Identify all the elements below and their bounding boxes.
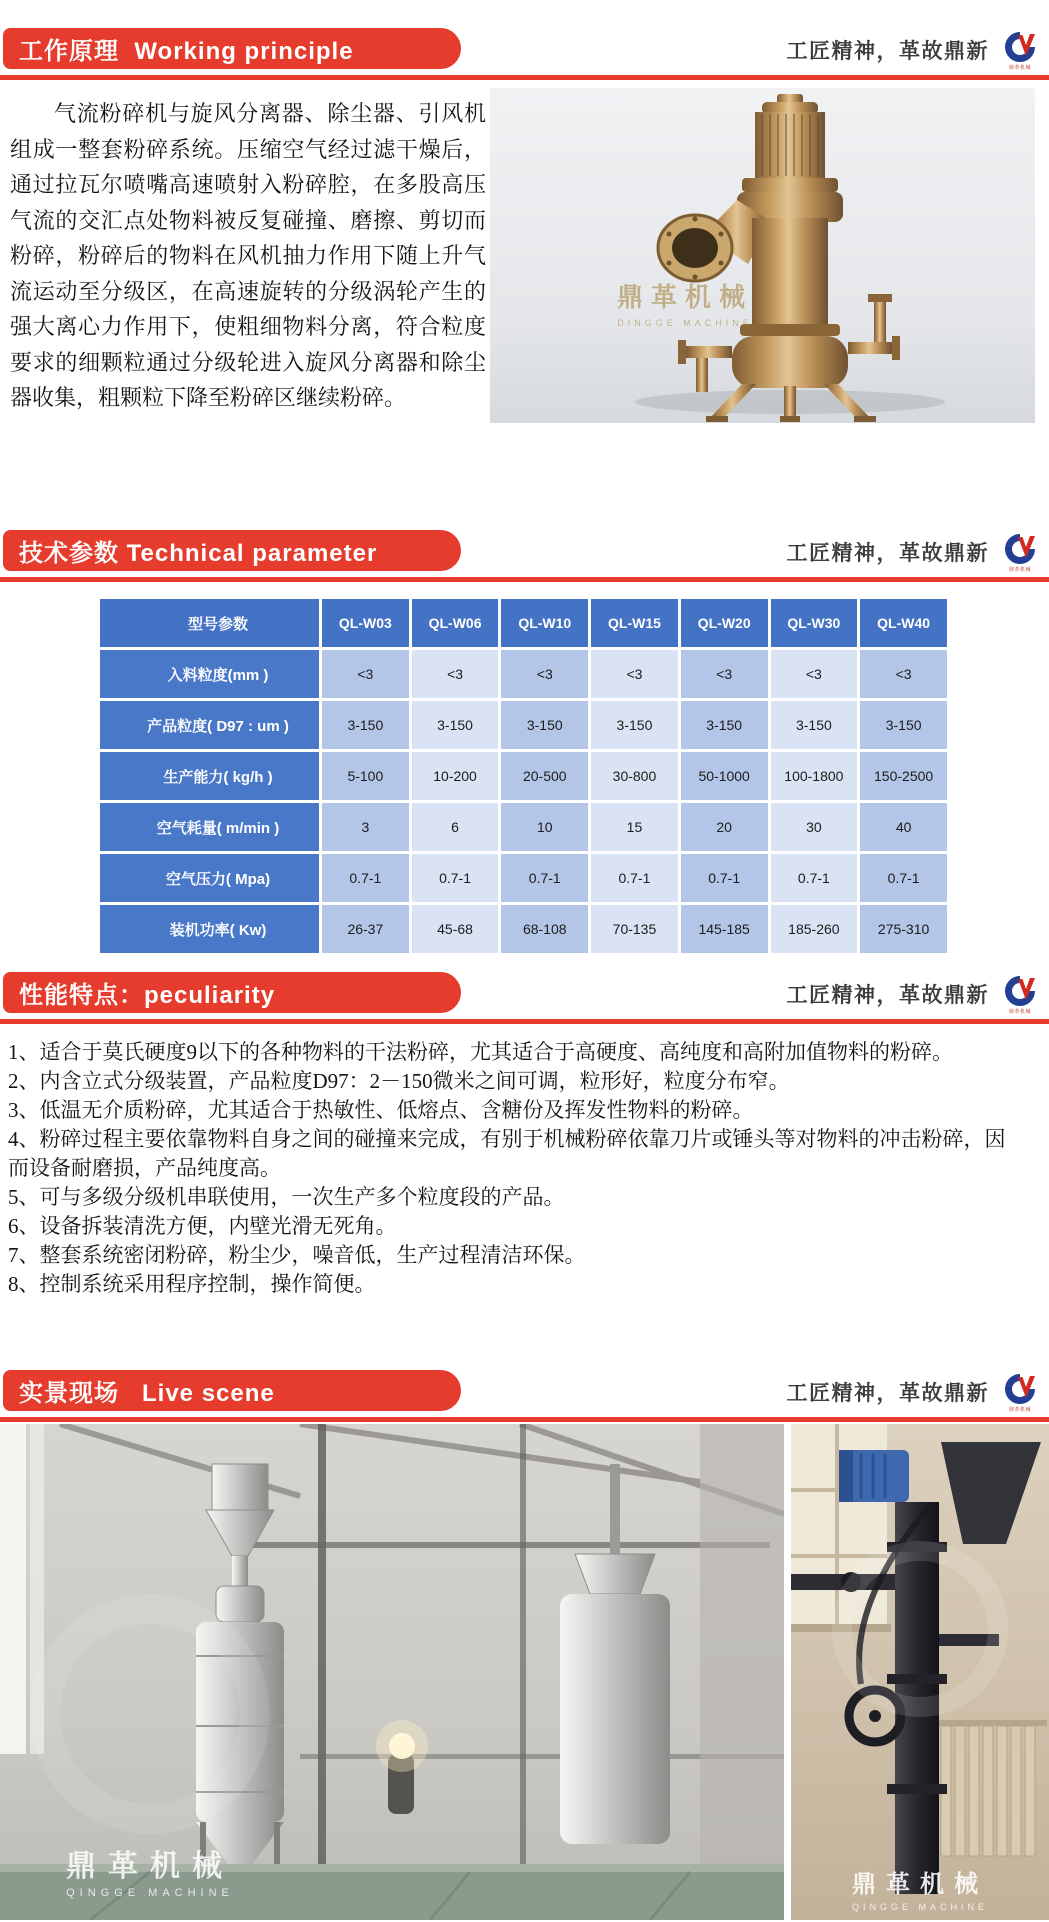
brand-logo bbox=[999, 29, 1041, 71]
brand-logo-icon bbox=[1002, 973, 1038, 1009]
working-principle-banner bbox=[3, 28, 461, 69]
working-principle-section bbox=[0, 80, 1049, 530]
value-cell: 15 bbox=[591, 803, 678, 851]
working-principle-header bbox=[0, 28, 1049, 80]
table-row bbox=[100, 701, 947, 749]
image-watermark-en: DINGGE MACHINE bbox=[617, 318, 753, 328]
brand-strip bbox=[787, 531, 1042, 573]
brand-logo bbox=[999, 1371, 1041, 1413]
table-header-row bbox=[100, 599, 947, 647]
value-cell: 0.7-1 bbox=[501, 854, 588, 902]
value-cell: 0.7-1 bbox=[591, 854, 678, 902]
feature-item: 8、控制系统采用程序控制，操作简便。 bbox=[8, 1272, 376, 1296]
value-cell: 145-185 bbox=[681, 905, 768, 953]
value-cell: 26-37 bbox=[322, 905, 409, 953]
corner-header: 型号参数 bbox=[100, 599, 319, 647]
section-divider bbox=[0, 75, 1049, 80]
brand-logo-icon bbox=[1002, 531, 1038, 567]
row-label-cell: 空气耗量( m/min ) bbox=[100, 803, 319, 851]
section-divider bbox=[0, 1019, 1049, 1024]
value-cell: 3-150 bbox=[860, 701, 947, 749]
value-cell: 3-150 bbox=[681, 701, 768, 749]
brand-logo-caption: 鼎革机械 bbox=[1008, 1407, 1031, 1413]
value-cell: 10 bbox=[501, 803, 588, 851]
brand-logo-icon bbox=[1002, 1371, 1038, 1407]
technical-parameter-header bbox=[0, 530, 1049, 582]
value-cell: 45-68 bbox=[412, 905, 499, 953]
value-cell: 70-135 bbox=[591, 905, 678, 953]
photo-watermark-en: QINGGE MACHINE bbox=[66, 1887, 234, 1899]
technical-parameter-banner bbox=[3, 530, 461, 571]
model-column-header: QL-W03 bbox=[322, 599, 409, 647]
model-column-header: QL-W06 bbox=[412, 599, 499, 647]
photo-watermark-en: QINGGE MACHINE bbox=[851, 1902, 989, 1912]
value-cell: 3-150 bbox=[771, 701, 858, 749]
live-scene-header bbox=[0, 1370, 1049, 1422]
peculiarity-header bbox=[0, 972, 1049, 1024]
brand-logo-icon bbox=[1002, 29, 1038, 65]
feature-item: 7、整套系统密闭粉碎，粉尘少，噪音低，生产过程清洁环保。 bbox=[8, 1243, 586, 1267]
value-cell: 150-2500 bbox=[860, 752, 947, 800]
value-cell: <3 bbox=[412, 650, 499, 698]
row-label-cell: 装机功率( Kw) bbox=[100, 905, 319, 953]
value-cell: 20-500 bbox=[501, 752, 588, 800]
value-cell: 0.7-1 bbox=[322, 854, 409, 902]
value-cell: 0.7-1 bbox=[771, 854, 858, 902]
row-label-cell: 入料粒度(mm ) bbox=[100, 650, 319, 698]
photo-watermark-zh: 鼎革机械 bbox=[66, 1850, 234, 1883]
value-cell: 68-108 bbox=[501, 905, 588, 953]
factory-photo-right bbox=[791, 1424, 1049, 1920]
value-cell: 185-260 bbox=[771, 905, 858, 953]
value-cell: 6 bbox=[412, 803, 499, 851]
brand-slogan: 工匠精神，革故鼎新 bbox=[786, 984, 989, 1007]
value-cell: 0.7-1 bbox=[412, 854, 499, 902]
live-scene-photos bbox=[0, 1424, 1049, 1920]
model-column-header: QL-W10 bbox=[501, 599, 588, 647]
value-cell: 0.7-1 bbox=[860, 854, 947, 902]
table-row bbox=[100, 854, 947, 902]
working-principle-paragraph: 气流粉碎机与旋风分离器、除尘器、引风机组成一整套粉碎系统。压缩空气经过滤干燥后，通过拉瓦尔喷嘴高速喷射入粉碎腔，在多股高压气流的交汇点处物料被反复碰撞、磨擦、剪切而粉碎，粉碎后的物料在风机抽力作用下随上升气流运动至分级区，在高速旋转的分级涡轮产生的强大离心力作用下，使粗细物料分离，符合粒度要求的细颗粒通过分级轮进入旋风分离器和除尘器收集，粗颗粒下降至粉碎区继续粉碎。 bbox=[10, 101, 486, 410]
image-watermark-zh: 鼎革机械 bbox=[616, 282, 754, 312]
peculiarity-banner bbox=[3, 972, 461, 1013]
feature-item: 4、粉碎过程主要依靠物料自身之间的碰撞来完成，有别于机械粉碎依靠刀片或锤头等对物料的冲击粉碎，因而设备耐磨损，产品纯度高。 bbox=[8, 1127, 1006, 1180]
brand-slogan: 工匠精神，革故鼎新 bbox=[786, 1382, 989, 1405]
value-cell: 3-150 bbox=[322, 701, 409, 749]
value-cell: 30-800 bbox=[591, 752, 678, 800]
brand-slogan: 工匠精神，革故鼎新 bbox=[786, 542, 989, 565]
value-cell: 3-150 bbox=[501, 701, 588, 749]
feature-item: 1、适合于莫氏硬度9以下的各种物料的干法粉碎，尤其适合于高硬度、高纯度和高附加值物料的粉碎。 bbox=[8, 1040, 953, 1064]
section-divider bbox=[0, 1417, 1049, 1422]
table-row bbox=[100, 803, 947, 851]
value-cell: 0.7-1 bbox=[681, 854, 768, 902]
value-cell: 3 bbox=[322, 803, 409, 851]
value-cell: 20 bbox=[681, 803, 768, 851]
value-cell: 275-310 bbox=[860, 905, 947, 953]
factory-photo-left bbox=[0, 1424, 784, 1920]
row-label-cell: 生产能力( kg/h ) bbox=[100, 752, 319, 800]
brand-logo bbox=[999, 531, 1041, 573]
brand-logo-caption: 鼎革机械 bbox=[1008, 567, 1031, 573]
photo-watermark-zh: 鼎革机械 bbox=[852, 1871, 988, 1898]
working-principle-title: 工作原理 Working principle bbox=[19, 38, 354, 65]
feature-item: 2、内含立式分级装置，产品粒度D97：2－150微米之间可调，粒形好，粒度分布窄。 bbox=[8, 1069, 790, 1093]
feature-item: 6、设备拆装清洗方便，内壁光滑无死角。 bbox=[8, 1214, 397, 1238]
model-column-header: QL-W20 bbox=[681, 599, 768, 647]
technical-parameter-title: 技术参数 Technical parameter bbox=[19, 540, 378, 567]
value-cell: <3 bbox=[771, 650, 858, 698]
brand-slogan: 工匠精神，革故鼎新 bbox=[786, 40, 989, 63]
brand-logo-caption: 鼎革机械 bbox=[1008, 65, 1031, 71]
brand-strip bbox=[787, 1371, 1042, 1413]
model-column-header: QL-W40 bbox=[860, 599, 947, 647]
value-cell: 40 bbox=[860, 803, 947, 851]
technical-parameter-table bbox=[97, 596, 950, 956]
table-row bbox=[100, 650, 947, 698]
row-label-cell: 空气压力( Mpa) bbox=[100, 854, 319, 902]
live-scene-title: 实景现场 Live scene bbox=[19, 1380, 275, 1407]
value-cell: 100-1800 bbox=[771, 752, 858, 800]
feature-item: 3、低温无介质粉碎，尤其适合于热敏性、低熔点、含糖份及挥发性物料的粉碎。 bbox=[8, 1098, 754, 1122]
value-cell: <3 bbox=[501, 650, 588, 698]
peculiarity-list bbox=[0, 1024, 1049, 1370]
brand-logo bbox=[999, 973, 1041, 1015]
section-divider bbox=[0, 577, 1049, 582]
table-row bbox=[100, 752, 947, 800]
model-column-header: QL-W15 bbox=[591, 599, 678, 647]
table-row bbox=[100, 905, 947, 953]
brand-strip bbox=[787, 29, 1042, 71]
value-cell: 50-1000 bbox=[681, 752, 768, 800]
feature-item: 5、可与多级分级机串联使用，一次生产多个粒度段的产品。 bbox=[8, 1185, 565, 1209]
value-cell: <3 bbox=[591, 650, 678, 698]
value-cell: 5-100 bbox=[322, 752, 409, 800]
model-column-header: QL-W30 bbox=[771, 599, 858, 647]
value-cell: 3-150 bbox=[591, 701, 678, 749]
value-cell: 10-200 bbox=[412, 752, 499, 800]
product-render-image bbox=[490, 88, 1035, 423]
row-label-cell: 产品粒度( D97 : um ) bbox=[100, 701, 319, 749]
value-cell: <3 bbox=[322, 650, 409, 698]
value-cell: <3 bbox=[860, 650, 947, 698]
brand-logo-caption: 鼎革机械 bbox=[1008, 1009, 1031, 1015]
brand-strip bbox=[787, 973, 1042, 1015]
live-scene-banner bbox=[3, 1370, 461, 1411]
value-cell: 30 bbox=[771, 803, 858, 851]
value-cell: 3-150 bbox=[412, 701, 499, 749]
peculiarity-title: 性能特点：peculiarity bbox=[19, 982, 276, 1009]
jet-mill-illustration bbox=[490, 88, 1035, 423]
value-cell: <3 bbox=[681, 650, 768, 698]
